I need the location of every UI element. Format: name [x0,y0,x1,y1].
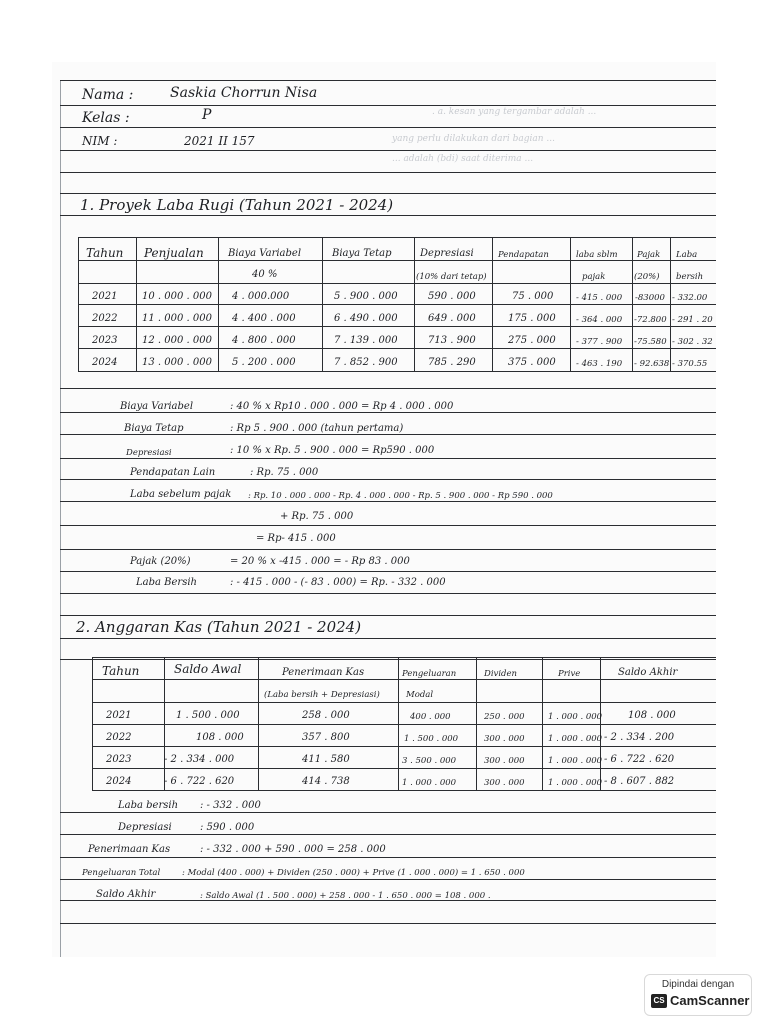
nama-value: Saskia Chorrun Nisa [170,85,318,101]
section-1-title: 1. Proyek Laba Rugi (Tahun 2021 - 2024) [80,196,394,214]
table-cell: 275 . 000 [508,335,556,346]
note-value: : 590 . 000 [200,822,255,833]
col-header-laba: Laba [676,250,698,260]
section-2-title: 2. Anggaran Kas (Tahun 2021 - 2024) [76,618,362,636]
kelas-value: P [202,107,212,123]
table-cell: - 6 . 722 . 620 [164,776,235,787]
nim-value: 2021 II 157 [184,134,255,148]
col-header-pendapatan: Pendapatan [498,250,549,260]
table-cell: 7 . 139 . 000 [334,335,398,346]
subheader-pajak: (20%) [634,272,660,282]
note-value: : Rp 5 . 900 . 000 (tahun pertama) [230,423,404,434]
note-label: Biaya Variabel [120,401,194,412]
table-cell: - 332.00 [672,293,708,303]
table-cell: 1 . 500 . 000 [176,710,240,721]
table-cell: - 291 . 20 [672,315,713,325]
col-header-saldo-akhir: Saldo Akhir [618,667,678,678]
col-header-pengeluaran: Pengeluaran [402,669,457,679]
bleed-through-text: . a. kesan yang tergambar adalah ... [432,107,597,117]
note-value: : - 332 . 000 + 590 . 000 = 258 . 000 [200,844,386,855]
table-cell: 250 . 000 [484,712,525,722]
col-header-prive: Prive [558,669,581,679]
subheader-pengeluaran: Modal [406,690,434,700]
table-cell: 375 . 000 [508,357,556,368]
kelas-label: Kelas : [82,110,130,126]
note-label: Pendapatan Lain [130,467,216,478]
table-cell: 590 . 000 [428,291,476,302]
col-header-tahun: Tahun [102,664,140,678]
table-cell: 300 . 000 [484,778,525,788]
note-value: : 10 % x Rp. 5 . 900 . 000 = Rp590 . 000 [230,445,435,456]
table-cell: 4 . 800 . 000 [232,335,296,346]
anggaran-kas-table [52,62,716,822]
table-cell: - 463 . 190 [576,359,623,369]
table-cell: - 364 . 000 [576,315,623,325]
table-cell: - 302 . 32 [672,337,713,347]
table-cell: 3 . 500 . 000 [402,756,457,766]
table-cell: 1 . 000 . 000 [548,712,603,722]
table-cell: 1 . 000 . 000 [402,778,457,788]
note-value: : Saldo Awal (1 . 500 . 000) + 258 . 000 - 1 . 650 . 000 = 108 . 000 . [200,891,491,901]
table-cell: 10 . 000 . 000 [142,291,212,302]
table-cell: 1 . 000 . 000 [548,778,603,788]
table-cell: 4 . 000.000 [232,291,290,302]
note-value: : - 332 . 000 [200,800,261,811]
col-header-depresiasi: Depresiasi [420,248,474,259]
note-value: = Rp- 415 . 000 [256,533,336,544]
table-cell: - 377 . 900 [576,337,623,347]
table-cell: 5 . 900 . 000 [334,291,398,302]
table-cell: 4 . 400 . 000 [232,313,296,324]
col-header-penjualan: Penjualan [144,246,204,260]
table-cell: 2024 [92,357,118,368]
bleed-through-text: ... adalah (bdi) saat diterima ... [392,154,534,164]
ruled-line [60,923,716,924]
table-cell: 2022 [92,313,118,324]
table-cell: 258 . 000 [302,710,350,721]
watermark-caption: Dipindai dengan [661,979,735,990]
table-cell: - 415 . 000 [576,293,623,303]
table-cell: 785 . 290 [428,357,476,368]
subheader-laba-sblm: pajak [582,272,606,282]
subheader-laba: bersih [676,272,704,282]
note-value: = 20 % x -415 . 000 = - Rp 83 . 000 [230,556,410,567]
notebook-page [52,62,716,957]
col-header-tahun: Tahun [86,246,124,260]
table-cell: - 2 . 334 . 000 [164,754,235,765]
nama-label: Nama : [82,87,134,103]
table-cell: - 2 . 334 . 200 [604,732,675,743]
table-cell: - 8 . 607 . 882 [604,776,675,787]
table-cell: 649 . 000 [428,313,476,324]
table-cell: 108 . 000 [628,710,676,721]
ruled-line [60,857,716,858]
table-cell: 2023 [92,335,118,346]
table-cell: 13 . 000 . 000 [142,357,212,368]
table-cell: 5 . 200 . 000 [232,357,296,368]
note-label: Penerimaan Kas [88,844,171,855]
table-cell: 2024 [106,776,132,787]
table-cell: 175 . 000 [508,313,556,324]
camscanner-logo-icon: CS [651,994,667,1008]
table-cell: 357 . 800 [302,732,350,743]
table-cell: 2023 [106,754,132,765]
note-value: : Rp. 75 . 000 [250,467,319,478]
table-cell: 12 . 000 . 000 [142,335,212,346]
table-cell: 1 . 500 . 000 [404,734,459,744]
subheader-penerimaan-kas: (Laba bersih + Depresiasi) [264,690,380,700]
table-cell: -72.800 [634,315,667,325]
col-header-saldo-awal: Saldo Awal [174,662,242,676]
table-cell: -83000 [635,293,665,303]
table-cell: 1 . 000 . 000 [548,756,603,766]
col-header-dividen: Dividen [484,669,517,679]
col-header-laba-sblm: laba sblm [576,250,618,260]
subheader-biaya-variabel: 40 % [252,269,278,280]
table-cell: 414 . 738 [302,776,350,787]
camscanner-watermark [644,974,752,1016]
note-value: : - 415 . 000 - (- 83 . 000) = Rp. - 332 . 000 [230,577,446,588]
table-cell: 11 . 000 . 000 [142,313,212,324]
table-cell: 7 . 852 . 900 [334,357,398,368]
table-cell: 2022 [106,732,132,743]
table-cell: 300 . 000 [484,756,525,766]
note-value: : Modal (400 . 000) + Dividen (250 . 000) + Prive (1 . 000 . 000) = 1 . 650 . 000 [182,868,525,878]
note-value: : 40 % x Rp10 . 000 . 000 = Rp 4 . 000 . 000 [230,401,454,412]
col-header-penerimaan-kas: Penerimaan Kas [282,667,365,678]
table-cell: - 6 . 722 . 620 [604,754,675,765]
table-cell: 6 . 490 . 000 [334,313,398,324]
table-cell: 300 . 000 [484,734,525,744]
note-label: Laba bersih [118,800,179,811]
note-label: Depresiasi [118,822,172,833]
note-label: Pengeluaran Total [82,868,161,878]
table-cell: 2021 [106,710,132,721]
note-label: Saldo Akhir [96,889,156,900]
table-cell: 400 . 000 [410,712,451,722]
nim-label: NIM : [82,134,118,148]
note-label: Laba sebelum pajak [130,489,232,500]
table-cell: -75.580 [634,337,667,347]
table-cell: 2021 [92,291,118,302]
note-label: Biaya Tetap [124,423,184,434]
col-header-biaya-variabel: Biaya Variabel [228,248,302,259]
note-label: Depresiasi [126,448,172,458]
note-label: Pajak (20%) [130,556,191,567]
table-cell: 411 . 580 [302,754,350,765]
table-cell: 1 . 000 . 000 [548,734,603,744]
table-cell: - 92.638 [634,359,670,369]
col-header-pajak: Pajak [637,250,661,260]
watermark-brand: CamScanner [670,993,750,1008]
subheader-depresiasi: (10% dari tetap) [416,272,487,282]
table-cell: - 370.55 [672,359,708,369]
table-cell: 108 . 000 [196,732,244,743]
table-cell: 75 . 000 [512,291,554,302]
note-label: Laba Bersih [136,577,197,588]
note-value: : Rp. 10 . 000 . 000 - Rp. 4 . 000 . 000 - Rp. 5 . 900 . 000 - Rp 590 . 000 [248,491,553,501]
note-value: + Rp. 75 . 000 [280,511,354,522]
bleed-through-text: yang perlu dilakukan dari bagian ... [392,134,555,144]
col-header-biaya-tetap: Biaya Tetap [332,248,392,259]
table-cell: 713 . 900 [428,335,476,346]
